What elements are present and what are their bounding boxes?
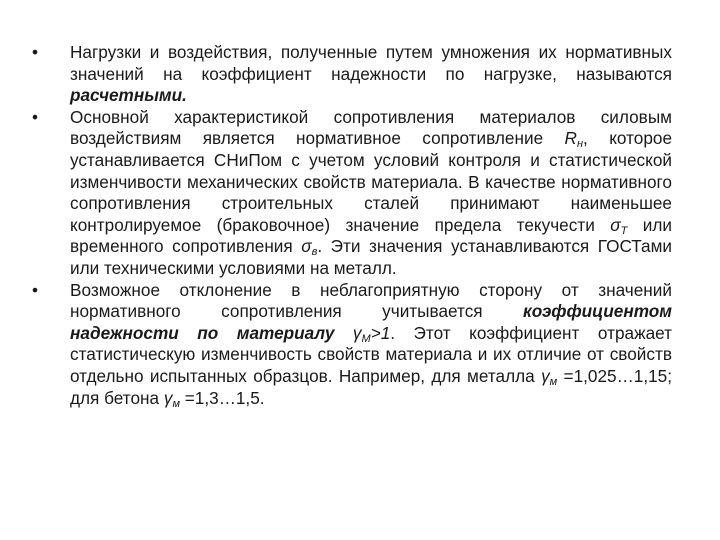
symbol-sigma-v: σ xyxy=(301,236,312,257)
bullet-1-text: Нагрузки и воздействия, полученные путем умножения их нормативных значений на коэффициент надежности по нагрузке, называются xyxy=(70,42,672,84)
bullet-item-1 xyxy=(32,42,672,107)
symbol-sigma-t: σ xyxy=(610,214,621,235)
symbol-gamma-metal-sub: м xyxy=(549,375,558,388)
symbol-gamma-m-sub: М xyxy=(361,332,371,345)
bullet-1-end: . xyxy=(182,85,187,106)
bullet-2-text-a: Основной характеристикой сопротивления материалов силовым воздействиям является нормативное сопротивление xyxy=(70,106,672,149)
symbol-gamma-concrete: γ xyxy=(163,387,173,408)
symbol-sigma-t-sub: Т xyxy=(620,224,628,237)
symbol-gamma-metal: γ xyxy=(541,365,550,386)
gamma-condition: >1 xyxy=(370,322,391,343)
bullet-2-text-c: или временного сопротивления xyxy=(70,214,672,257)
bullet-3-text-d: . Этот коэффициент отражает статистическую изменчивость свойств материала и их отличие от свойств отдельно испытанных образцов. Например, для металла xyxy=(70,322,672,386)
bullet-item-2 xyxy=(32,107,672,280)
bullet-3-text-a: Возможное отклонение в неблагоприятную сторону от значений нормативного сопротивления учитывается xyxy=(70,279,672,322)
bullet-dot-icon: • xyxy=(32,279,39,300)
symbol-r-sub: н xyxy=(576,138,584,151)
bullet-dot-icon: • xyxy=(32,106,39,127)
bullet-3-text-f: =1,3…1,5. xyxy=(179,387,265,408)
bullet-list xyxy=(32,42,672,409)
bullet-1-term: расчетными xyxy=(70,85,183,106)
bullet-2-text-d: . Эти значения устанавливаются ГОСТами или техническими условиями на металл. xyxy=(70,236,672,278)
bullet-2-text-b: , которое устанавливается СНиПом с учетом условий контроля и статистической изменчивости механических свойств материала. В качестве нормативного сопротивления строительных сталей принимают наименьшее контролируемое (браковочное) значение предела текучести xyxy=(70,128,672,235)
bullet-3-text-e: =1,025…1,15; для бетона xyxy=(70,365,672,408)
bullet-item-3 xyxy=(32,280,672,410)
bullet-dot-icon: • xyxy=(32,42,39,62)
symbol-gamma-concrete-sub: м xyxy=(172,397,180,410)
symbol-sigma-v-sub: в xyxy=(311,246,318,259)
symbol-gamma-m: γ xyxy=(334,322,362,343)
bullet-3-term: коэффициентом надежности по материалу xyxy=(70,301,672,343)
symbol-r: R xyxy=(564,128,577,149)
